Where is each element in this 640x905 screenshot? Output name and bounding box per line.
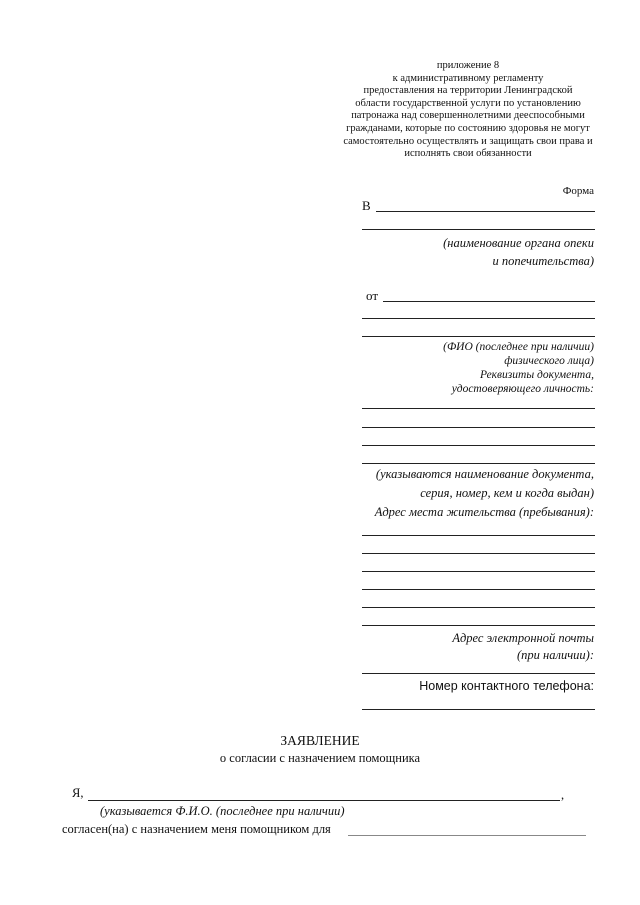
i-label: Я, xyxy=(72,786,84,800)
id-document-field-2[interactable] xyxy=(362,427,595,428)
applicant-name-field-2[interactable] xyxy=(362,318,595,319)
fio-caption-line-1: (ФИО (последнее при наличии) xyxy=(443,341,594,353)
email-label-line-1: Адрес электронной почты xyxy=(452,631,594,645)
from-label: от xyxy=(366,288,379,303)
header-line: области государственной услуги по установлению xyxy=(355,97,581,109)
address-field-3[interactable] xyxy=(362,571,595,572)
header-line: исполнять свои обязанности xyxy=(404,148,532,160)
address-field-4[interactable] xyxy=(362,589,595,590)
doc-hint-line-2: серия, номер, кем и когда выдан) xyxy=(420,486,594,500)
header-line: патронажа над совершеннолетними дееспособными xyxy=(351,110,585,122)
consent-text: согласен(на) с назначением меня помощником для xyxy=(62,822,331,836)
id-document-field-4[interactable] xyxy=(362,463,595,464)
doc-caption-line-1: Реквизиты документа, xyxy=(479,369,594,381)
header-line: гражданами, которые по состоянию здоровья не могут xyxy=(346,122,590,134)
header-line: предоставления на территории Ленинградской xyxy=(363,85,573,97)
ward-name-field[interactable] xyxy=(348,835,586,836)
statement-title: ЗАЯВЛЕНИЕ xyxy=(280,733,360,748)
doc-hint-line-1: (указываются наименование документа, xyxy=(375,467,594,481)
doc-caption-line-2: удостоверяющего личность: xyxy=(451,383,594,395)
declarant-name-field[interactable] xyxy=(88,800,560,801)
fio-caption-line-2: физического лица) xyxy=(504,355,594,367)
header-line: приложение 8 xyxy=(436,60,500,71)
applicant-name-field-3[interactable] xyxy=(362,336,595,337)
phone-field[interactable] xyxy=(362,709,595,710)
email-field[interactable] xyxy=(362,673,595,674)
email-label-line-2: (при наличии): xyxy=(517,648,594,662)
header-line: самостоятельно осуществлять и защищать свои права и xyxy=(343,135,593,147)
fio-hint: (указывается Ф.И.О. (последнее при наличии) xyxy=(100,804,345,818)
recipient-organ-field[interactable] xyxy=(376,211,595,212)
phone-label: Номер контактного телефона: xyxy=(419,679,594,693)
form-label: Форма xyxy=(562,185,594,197)
header-line: к административному регламенту xyxy=(392,72,544,84)
id-document-field[interactable] xyxy=(362,408,595,409)
statement-subtitle: о согласии с назначением помощника xyxy=(219,751,421,765)
applicant-name-field[interactable] xyxy=(383,301,595,302)
organ-caption-line-1: (наименование органа опеки xyxy=(443,236,594,250)
address-field-6[interactable] xyxy=(362,625,595,626)
address-field-5[interactable] xyxy=(362,607,595,608)
organ-caption-line-2: и попечительства) xyxy=(492,254,594,268)
comma: , xyxy=(561,788,565,802)
address-field[interactable] xyxy=(362,535,595,536)
address-label: Адрес места жительства (пребывания): xyxy=(374,505,594,519)
to-label: В xyxy=(362,198,371,213)
id-document-field-3[interactable] xyxy=(362,445,595,446)
regulation-header xyxy=(330,60,606,161)
address-field-2[interactable] xyxy=(362,553,595,554)
recipient-organ-field-2[interactable] xyxy=(362,229,595,230)
